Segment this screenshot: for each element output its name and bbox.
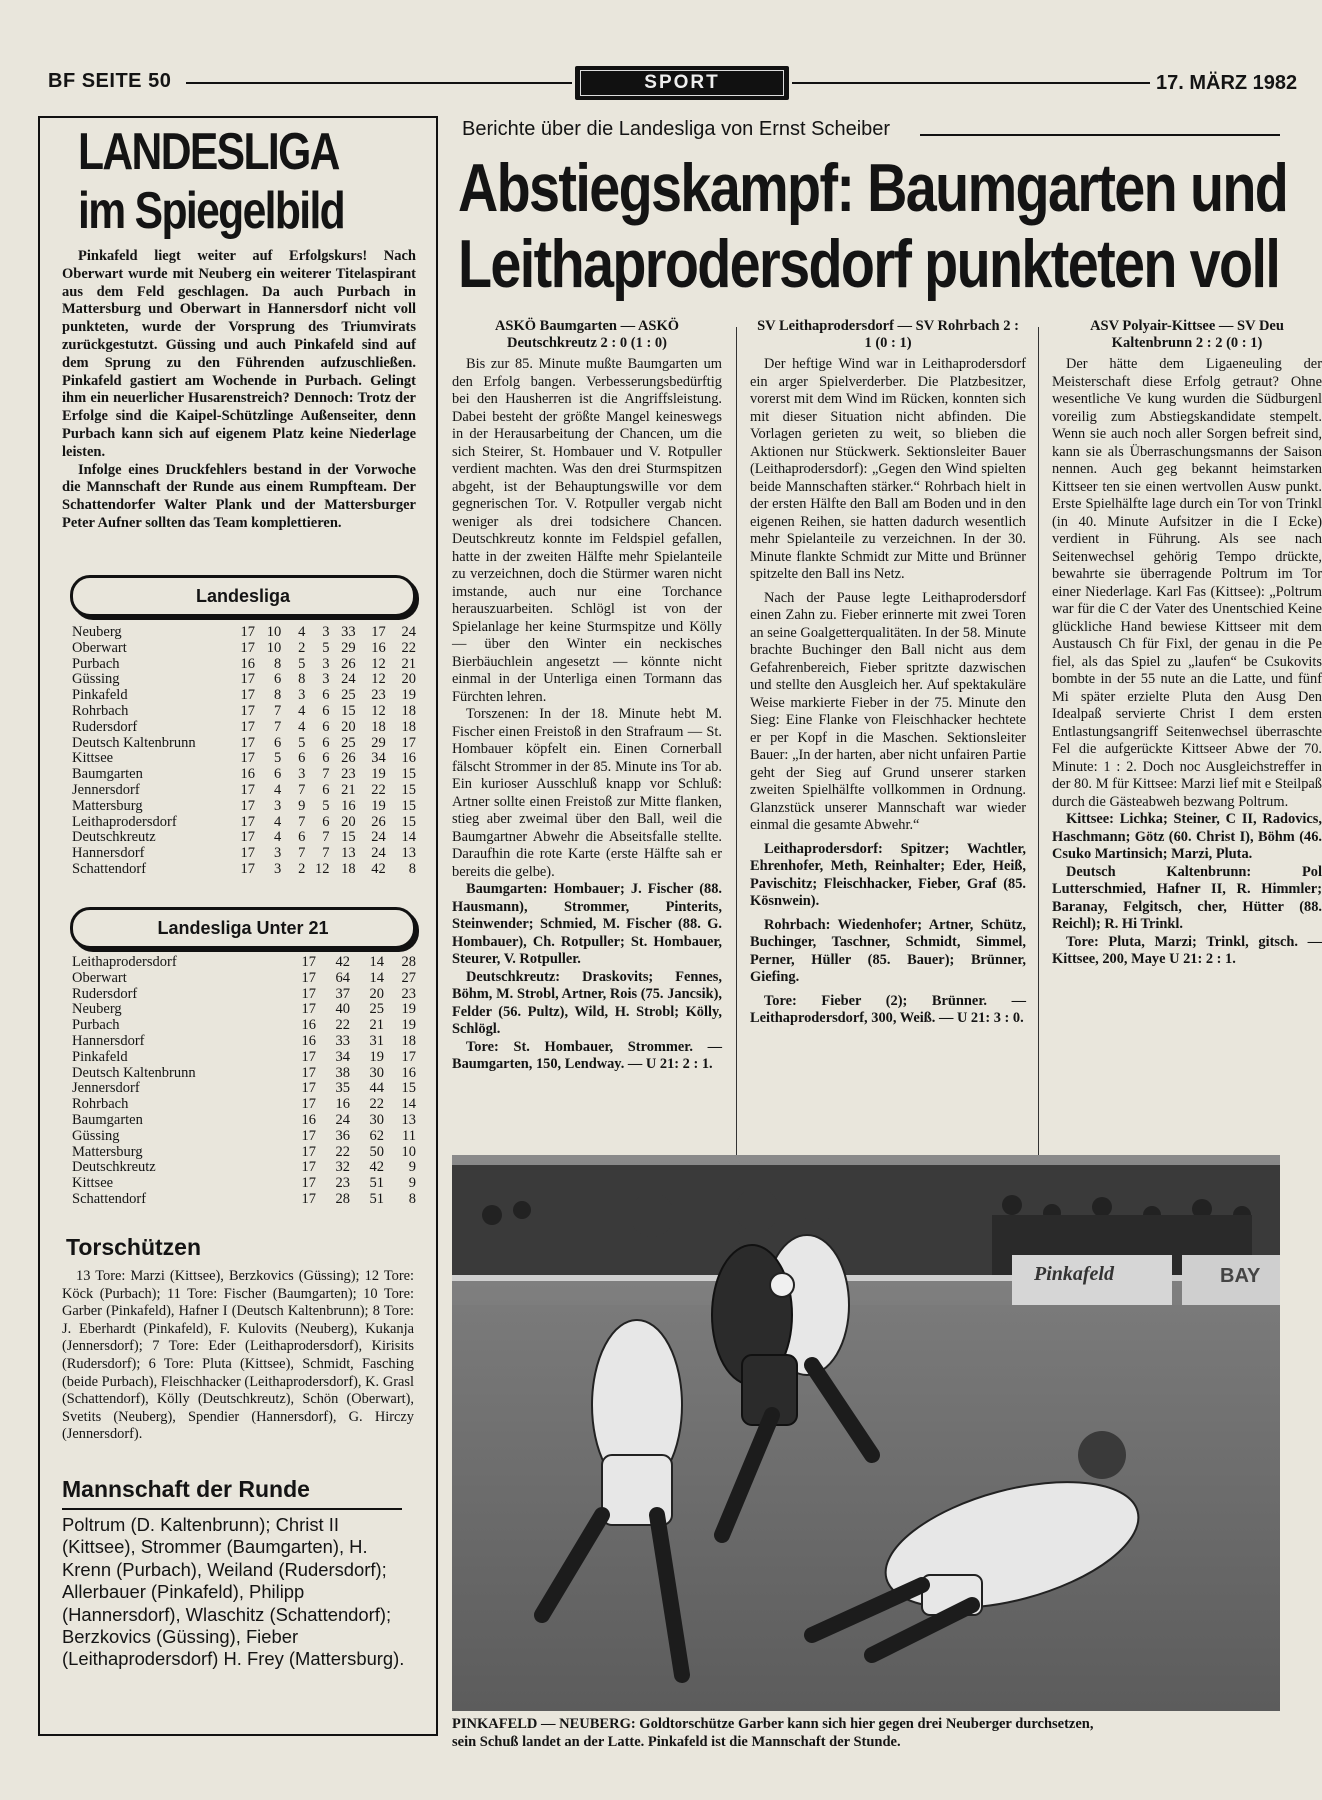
- team-name-cell: Hannersdorf: [72, 845, 145, 862]
- stat-cell: 33: [341, 624, 356, 640]
- table-row: [72, 751, 416, 767]
- stat-cell: 14: [369, 954, 384, 970]
- stat-cell: 6: [273, 766, 282, 783]
- team-name-cell: Leithaprodersdorf: [72, 813, 177, 830]
- stat-cell: 10: [266, 639, 282, 656]
- stat-cell: 12: [371, 702, 386, 719]
- stat-cell: 12: [314, 860, 330, 877]
- headline-line1: Abstiegskampf: Baumgarten und: [458, 150, 1288, 226]
- col3-lineup1: Kittsee: Lichka; Steiner, C II, Radovics, Haschmann; Götz (60. Christ I), Böhm (46. Csuko Martinsich; Marzi, Pluta.: [1052, 811, 1322, 862]
- stat-cell: 4: [298, 718, 306, 735]
- stat-cell: 16: [301, 1017, 316, 1034]
- header-rule-left: [186, 82, 572, 84]
- team-name-cell: Rohrbach: [72, 702, 129, 719]
- stat-cell: 21: [341, 781, 356, 798]
- stat-cell: 8: [273, 687, 282, 704]
- team-title: Mannschaft der Runde: [62, 1476, 310, 1502]
- stat-cell: 3: [273, 797, 282, 814]
- stat-cell: 22: [335, 1017, 350, 1034]
- table-row: [72, 1192, 416, 1208]
- stat-cell: 30: [369, 1064, 384, 1081]
- stat-cell: 9: [408, 1175, 416, 1192]
- stat-cell: 17: [240, 860, 256, 877]
- stat-cell: 23: [401, 985, 416, 1002]
- stat-cell: 17: [240, 750, 256, 767]
- stat-cell: 29: [371, 734, 386, 751]
- stat-cell: 62: [369, 1127, 384, 1144]
- stat-cell: 15: [341, 829, 356, 846]
- table-row: [72, 704, 416, 720]
- table-row: [72, 1145, 416, 1161]
- stat-cell: 17: [301, 1175, 316, 1192]
- col2-p1: Der heftige Wind war in Leithaprodersdorf ein arger Spielverderber. Die Platzbesitzer, vorerst mit dem Wind im Rücken, konnten sich mit dieser Situation nicht abfinden. Die Vorlagen gerieten zu weit, so blieben die Aktionen nur Stückwerk. Sektionsleiter Bauer (Leithaprodersdorf): „Gegen den Wind spielten beide Mannschaften stärker.“ Rohrbach hielt in der ersten Hälfte den Ball am Boden und in den eigenen Reihen, sie hatten dadurch wesentlich mehr Spielanteile zu verzeichnen. In der 30. Minute flankte Schmidt zur Mitte und Brünner spitzelte den Ball ins Netz.: [750, 356, 1026, 582]
- stat-cell: 14: [401, 1096, 416, 1113]
- stat-cell: 17: [401, 734, 416, 751]
- sidebar-intro-p2: Infolge eines Druckfehlers bestand in der Vorwoche die Mannschaft der Runde aus einem Rumpfteam. Der Schattendorfer Walter Plank und der Mattersburger Peter Aufner sollten das Team komplettieren.: [62, 461, 416, 531]
- stat-cell: 4: [273, 813, 282, 830]
- stat-cell: 15: [401, 1080, 416, 1097]
- stat-cell: 17: [240, 845, 256, 862]
- stat-cell: 44: [369, 1080, 384, 1097]
- stat-cell: 13: [401, 1111, 416, 1128]
- stat-cell: 15: [401, 797, 416, 814]
- table-row: [72, 783, 416, 799]
- stat-cell: 27: [401, 969, 416, 986]
- stat-cell: 9: [408, 1159, 416, 1176]
- table-row: [72, 815, 416, 831]
- stat-cell: 25: [369, 1001, 384, 1018]
- scorers-title: Torschützen: [66, 1234, 202, 1260]
- team-name-cell: Neuberg: [72, 624, 122, 640]
- stat-cell: 24: [335, 1111, 350, 1128]
- table-u21-title: Landesliga Unter 21: [70, 907, 416, 949]
- stat-cell: 5: [298, 734, 306, 751]
- team-name-cell: Oberwart: [72, 639, 127, 656]
- stat-cell: 6: [322, 734, 330, 751]
- table-u21: [72, 955, 416, 1208]
- stat-cell: 17: [240, 813, 256, 830]
- stat-cell: 50: [369, 1143, 384, 1160]
- stat-cell: 51: [369, 1175, 384, 1192]
- sidebar-title: LANDESLIGA: [78, 123, 339, 181]
- table-row: [72, 1018, 416, 1034]
- stat-cell: 23: [341, 766, 356, 783]
- stat-cell: 17: [301, 1159, 316, 1176]
- stat-cell: 8: [298, 671, 306, 688]
- stat-cell: 17: [240, 829, 256, 846]
- stat-cell: 6: [322, 781, 330, 798]
- stat-cell: 16: [240, 766, 256, 783]
- stat-cell: 17: [301, 985, 316, 1002]
- stat-cell: 7: [273, 702, 282, 719]
- scorers-text: 13 Tore: Marzi (Kittsee), Berzkovics (Güssing); 12 Tore: Köck (Purbach); 11 Tore: Fischer (Baumgarten); 10 Tore: Garber (Pinkafeld), Hafner I (Deutsch Kaltenbrunn); 8 Tore: J. Eberhardt (Pinkafeld), F. Kulovits (Neuberg), Kukanja (Jennersdorf); 7 Tore: Eder (Leithaprodersdorf), Kirisits (Rudersdorf); 6 Tore: Pluta (Kittsee), Schmidt, Fasching (beide Purbach), Fleischhacker (Leithaprodersdorf), K. Grasl (Schattendorf), Kölly (Deutschkreutz), Schön (Oberwart), Svetits (Neuberg), Spendier (Hannersdorf), G. Hirczy (Jennersdorf).: [62, 1268, 414, 1443]
- stat-cell: 17: [301, 1048, 316, 1065]
- stat-cell: 7: [273, 718, 282, 735]
- table-row: [72, 625, 416, 641]
- stat-cell: 17: [240, 702, 256, 719]
- col2-p2: Nach der Pause legte Leithaprodersdorf einen Zahn zu. Fieber erinnerte mit zwei Toren an seine Goalgetterqualitäten. In der 58. Minute brachte Buchinger den Ball nicht aus dem Gefahrenbereich, Fieber spritzte dazwischen und stellte den Ausgleich her. Auf spektakuläre Weise markierte Fieber in der 75. Minute den Sieg: Eine Flanke von Fleischhacker hechtete er per Kopf in die Maschen. Sektionsleiter Bauer: „In der harten, aber nicht unfairen Partie geht der Sieg auf Grund unserer starken zweiten Spielhälfte vollkommen in Ordnung. Glanzstück unserer Mannschaft war wieder einmal die gesamte Abwehr.“: [750, 589, 1026, 833]
- stat-cell: 24: [371, 845, 386, 862]
- section-box: [575, 66, 789, 100]
- team-rule: [62, 1508, 402, 1510]
- table-row: [72, 1129, 416, 1145]
- stat-cell: 17: [301, 969, 316, 986]
- stat-cell: 16: [301, 1111, 316, 1128]
- stat-cell: 6: [298, 750, 306, 767]
- col1-title: ASKÖ Baumgarten — ASKÖ Deutschkreutz 2 : 0 (1 : 0): [494, 318, 680, 351]
- team-name-cell: Hannersdorf: [72, 1032, 145, 1049]
- stat-cell: 6: [322, 750, 330, 767]
- team-name-cell: Mattersburg: [72, 797, 143, 814]
- table-row: [72, 641, 416, 657]
- stat-cell: 29: [341, 639, 356, 656]
- stat-cell: 4: [273, 781, 282, 798]
- stat-cell: 18: [371, 718, 386, 735]
- column-rule-1: [736, 327, 737, 1157]
- table-row: [72, 971, 416, 987]
- stat-cell: 24: [341, 671, 356, 688]
- team-name-cell: Jennersdorf: [72, 1080, 140, 1097]
- stat-cell: 3: [322, 655, 330, 672]
- stat-cell: 13: [401, 845, 416, 862]
- stat-cell: 17: [301, 1096, 316, 1113]
- col1-goals: Tore: St. Hombauer, Strommer. — Baumgarten, 150, Lendway. — U 21: 2 : 1.: [452, 1038, 722, 1072]
- stat-cell: 20: [401, 671, 416, 688]
- team-text: Poltrum (D. Kaltenbrunn); Christ II (Kittsee), Strommer (Baumgarten), H. Krenn (Purbach), Weiland (Rudersdorf); Allerbauer (Pinkafeld), Philipp (Hannersdorf), Wlaschitz (Schattendorf); Berzkovics (Güssing), Fieber (Leithaprodersdorf) H. Frey (Mattersburg).: [62, 1514, 405, 1670]
- sidebar-intro-p1: Pinkafeld liegt weiter auf Erfolgskurs! Nach Oberwart wurde mit Neuberg ein weiterer Titelaspirant aus dem Feld geschlagen. Da auch Purbach in Mattersburg und Oberwart in Hannersdorf nicht voll punkteten, wurde der Vorsprung des Triumvirats zurückgestutzt. Güssing und auch Pinkafeld sind auf dem Sprung zu den Führenden aufzuschließen. Pinkafeld gastiert am Wochende in Purbach. Gelingt ihm ein neuerlicher Husarenstreich? Dennoch: Trotz der Erfolge sind die Kaipel-Schützlinge Außenseiter, denn Purbach kann sich auf eigenem Platz keine Niederlage leisten.: [62, 248, 416, 460]
- table-row: [72, 987, 416, 1003]
- stat-cell: 38: [335, 1064, 350, 1081]
- team-name-cell: Jennersdorf: [72, 781, 140, 798]
- stat-cell: 17: [301, 1190, 316, 1207]
- stat-cell: 34: [335, 1048, 350, 1065]
- photo-banner: Pinkafeld: [1034, 1263, 1114, 1285]
- team-name-cell: Deutschkreutz: [72, 1159, 156, 1176]
- photo-banner-2: BAY: [1220, 1265, 1261, 1287]
- col1-lineup1: Baumgarten: Hombauer; J. Fischer (88. Hausmann), Strommer, Pinterits, Steinwender; Schmied, M. Fischer (88. G. Hombauer), Ch. Rotpuller; St. Hombauer, Steurer, V. Rotpuller.: [452, 881, 722, 967]
- stat-cell: 26: [371, 813, 386, 830]
- article-col-2: [750, 318, 1026, 1028]
- photo-caption: [452, 1715, 1282, 1751]
- stat-cell: 22: [369, 1096, 384, 1113]
- table-row: [72, 1081, 416, 1097]
- col3-title: ASV Polyair-Kittsee — SV Deu Kaltenbrunn 2 : 2 (0 : 1): [1090, 318, 1284, 351]
- table-row: [72, 1113, 416, 1129]
- stat-cell: 20: [369, 985, 384, 1002]
- stat-cell: 16: [335, 1096, 350, 1113]
- stat-cell: 3: [273, 860, 282, 877]
- col3-goals: Tore: Pluta, Marzi; Trinkl, gitsch. — Kittsee, 200, Maye U 21: 2 : 1.: [1052, 933, 1322, 967]
- header-rule-right: [792, 82, 1150, 84]
- stat-cell: 17: [301, 1001, 316, 1018]
- stat-cell: 33: [335, 1032, 350, 1049]
- stat-cell: 17: [301, 1064, 316, 1081]
- match-photo: [452, 1155, 1280, 1711]
- stat-cell: 6: [322, 702, 330, 719]
- table-row: [72, 1160, 416, 1176]
- col3-lineup2: Deutsch Kaltenbrunn: Pol Lutterschmied, Hafner II, R. Himmler; Baranay, Felgitsch, cher, Hütter (88. Reichl); R. Hi Trinkl.: [1052, 863, 1322, 932]
- stat-cell: 31: [369, 1032, 384, 1049]
- stat-cell: 19: [369, 1048, 384, 1065]
- stat-cell: 18: [341, 860, 356, 877]
- col2-lineup2: Rohrbach: Wiedenhofer; Artner, Schütz, Buchinger, Taschner, Schmidt, Simmel, Perner, Hüller (85. Bauer); Brünner, Giefing.: [750, 916, 1026, 985]
- team-name-cell: Deutsch Kaltenbrunn: [72, 1064, 196, 1081]
- stat-cell: 16: [371, 639, 386, 656]
- team-name-cell: Baumgarten: [72, 766, 143, 783]
- team-name-cell: Purbach: [72, 1017, 120, 1034]
- stat-cell: 13: [341, 845, 356, 862]
- stat-cell: 8: [273, 655, 282, 672]
- team-name-cell: Pinkafeld: [72, 1048, 128, 1065]
- stat-cell: 14: [401, 829, 416, 846]
- stat-cell: 30: [369, 1111, 384, 1128]
- col1-p2: Torszenen: In der 18. Minute hebt M. Fischer einen Freistoß in den Strafraum — St. Hombauer köpfelt ein. Einen Cornerball fälscht Strommer in der 85. Minute ins Tor ab. Ein kurioser Ausschluß knapp vor Schluß: Artner sollte einen Freistoß zur Mitte flanken, stieg aber zweimal über den Ball, weil die Baumgartner Abwehr die Abseitsfalle stellte. Daraufhin die rote Karte (erste Hälfte sah er bereits die gelbe).: [452, 706, 722, 880]
- stat-cell: 4: [273, 829, 282, 846]
- stat-cell: 17: [301, 954, 316, 970]
- stat-cell: 7: [298, 781, 306, 798]
- table-row: [72, 688, 416, 704]
- stat-cell: 17: [301, 1080, 316, 1097]
- stat-cell: 7: [322, 766, 330, 783]
- team-name-cell: Kittsee: [72, 750, 114, 767]
- stat-cell: 25: [341, 687, 356, 704]
- stat-cell: 19: [401, 1017, 416, 1034]
- col1-p1: Bis zur 85. Minute mußte Baumgarten um den Erfolg bangen. Verbesserungsbedürftig bei den Hausherren ist die Angriffsleistung. Dabei besteht der größte Mangel keineswegs in der Herausarbeitung der Chancen, um die sich Steirer, St. Hombauer und V. Rotpuller verdient machten. Was den drei Sturmspitzen abgeht, ist der Behauptungswille vor dem gegnerischen Tor. V. Rotpuller vergab nicht weniger als drei todsichere Chancen. Deutschkreutz konnte im Feldspiel gefallen, hatte in der zweiten Hälfte mehr Spielanteile zu verzeichnen, doch die Stürmer waren nicht imstande, auch nur eine Torchance herauszuarbeiten. Schlögl ist von der Spielanlage her keine Sturmspitze und Kölly — über den Winter ein neckisches Bierbäuchlein angesetzt — könnte nicht einmal in der Unterliga einen Tormann das Fürchten lehren.: [452, 356, 722, 705]
- stat-cell: 16: [301, 1032, 316, 1049]
- team-name-cell: Mattersburg: [72, 1143, 143, 1160]
- stat-cell: 34: [371, 750, 386, 767]
- team-name-cell: Rudersdorf: [72, 985, 138, 1002]
- stat-cell: 5: [322, 797, 330, 814]
- stat-cell: 2: [298, 639, 306, 656]
- stat-cell: 7: [298, 845, 306, 862]
- stat-cell: 17: [240, 671, 256, 688]
- stat-cell: 64: [335, 969, 350, 986]
- stat-cell: 7: [298, 813, 306, 830]
- stat-cell: 15: [401, 813, 416, 830]
- team-name-cell: Oberwart: [72, 969, 127, 986]
- stat-cell: 17: [240, 781, 256, 798]
- stat-cell: 19: [371, 797, 386, 814]
- stat-cell: 10: [266, 624, 282, 640]
- stat-cell: 16: [341, 797, 356, 814]
- stat-cell: 19: [401, 1001, 416, 1018]
- stat-cell: 17: [371, 624, 386, 640]
- stat-cell: 4: [298, 702, 306, 719]
- byline: Berichte über die Landesliga von Ernst Scheiber: [462, 118, 891, 140]
- stat-cell: 18: [401, 1032, 416, 1049]
- stat-cell: 16: [240, 655, 256, 672]
- team-name-cell: Deutschkreutz: [72, 829, 156, 846]
- table-row: [72, 657, 416, 673]
- stat-cell: 24: [371, 829, 386, 846]
- stat-cell: 22: [371, 781, 386, 798]
- section-label: SPORT: [580, 70, 784, 96]
- article-col-3: [1052, 318, 1322, 969]
- stat-cell: 2: [298, 860, 306, 877]
- col3-clip: [1050, 318, 1322, 1154]
- stat-cell: 40: [335, 1001, 350, 1018]
- stat-cell: 6: [322, 813, 330, 830]
- caption-line2: sein Schuß landet an der Latte. Pinkafeld ist die Mannschaft der Stunde.: [452, 1734, 901, 1750]
- stat-cell: 36: [335, 1127, 350, 1144]
- table-row: [72, 846, 416, 862]
- table-landesliga: [72, 625, 416, 878]
- table-row: [72, 1097, 416, 1113]
- stat-cell: 17: [301, 1127, 316, 1144]
- team-name-cell: Baumgarten: [72, 1111, 143, 1128]
- stat-cell: 5: [322, 639, 330, 656]
- stat-cell: 32: [335, 1159, 350, 1176]
- sidebar-subtitle: im Spiegelbild: [78, 182, 345, 240]
- stat-cell: 6: [273, 671, 282, 688]
- stat-cell: 42: [335, 954, 350, 970]
- stat-cell: 26: [341, 655, 356, 672]
- team-name-cell: Purbach: [72, 655, 120, 672]
- stat-cell: 21: [369, 1017, 384, 1034]
- table-row: [72, 672, 416, 688]
- sidebar-intro: [62, 248, 416, 533]
- page-label: BF SEITE 50: [48, 70, 172, 92]
- stat-cell: 11: [402, 1127, 416, 1144]
- stat-cell: 18: [401, 702, 416, 719]
- stat-cell: 3: [273, 845, 282, 862]
- team-name-cell: Leithaprodersdorf: [72, 954, 177, 970]
- stat-cell: 19: [401, 687, 416, 704]
- stat-cell: 6: [322, 718, 330, 735]
- stat-cell: 17: [240, 797, 256, 814]
- headline-clip: [440, 150, 1288, 310]
- stat-cell: 17: [301, 1143, 316, 1160]
- stat-cell: 6: [322, 687, 330, 704]
- stat-cell: 17: [240, 687, 256, 704]
- team-name-cell: Pinkafeld: [72, 687, 128, 704]
- stat-cell: 17: [240, 734, 256, 751]
- stat-cell: 22: [335, 1143, 350, 1160]
- stat-cell: 24: [401, 624, 416, 640]
- stat-cell: 3: [298, 687, 306, 704]
- col2-title: SV Leithaprodersdorf — SV Rohrbach 2 : 1 (0 : 1): [757, 318, 1019, 351]
- table-row: [72, 736, 416, 752]
- stat-cell: 5: [273, 750, 282, 767]
- article-col-1: [452, 318, 722, 1074]
- stat-cell: 35: [335, 1080, 350, 1097]
- stat-cell: 3: [322, 671, 330, 688]
- stat-cell: 25: [341, 734, 356, 751]
- stat-cell: 9: [298, 797, 306, 814]
- stat-cell: 7: [322, 845, 330, 862]
- headline-line2: Leithaprodersdorf punkteten voll: [458, 226, 1280, 302]
- stat-cell: 23: [335, 1175, 350, 1192]
- stat-cell: 16: [401, 1064, 416, 1081]
- team-name-cell: Kittsee: [72, 1175, 114, 1192]
- stat-cell: 15: [401, 781, 416, 798]
- stat-cell: 12: [371, 655, 386, 672]
- stat-cell: 20: [341, 813, 356, 830]
- table-row: [72, 862, 416, 878]
- table-row: [72, 955, 416, 971]
- stat-cell: 14: [369, 969, 384, 986]
- stat-cell: 28: [335, 1190, 350, 1207]
- caption-line1: PINKAFELD — NEUBERG: Goldtorschütze Garber kann sich hier gegen drei Neuberger durchsetzen,: [452, 1716, 1094, 1732]
- team-name-cell: Deutsch Kaltenbrunn: [72, 734, 196, 751]
- table-row: [72, 1176, 416, 1192]
- table-row: [72, 830, 416, 846]
- table-landesliga-title: Landesliga: [70, 575, 416, 617]
- match-photo-illustration: [452, 1155, 1280, 1711]
- stat-cell: 18: [401, 718, 416, 735]
- stat-cell: 42: [371, 860, 386, 877]
- stat-cell: 17: [240, 718, 256, 735]
- stat-cell: 6: [273, 734, 282, 751]
- table-row: [72, 799, 416, 815]
- stat-cell: 4: [298, 624, 306, 640]
- table-row: [72, 720, 416, 736]
- stat-cell: 17: [240, 624, 256, 640]
- col2-goals: Tore: Fieber (2); Brünner. — Leithaprodersdorf, 300, Weiß. — U 21: 3 : 0.: [750, 992, 1026, 1026]
- stat-cell: 28: [401, 954, 416, 970]
- stat-cell: 3: [322, 624, 330, 640]
- stat-cell: 21: [401, 655, 416, 672]
- stat-cell: 3: [298, 766, 306, 783]
- col2-lineup1: Leithaprodersdorf: Spitzer; Wachtler, Ehrenhofer, Meth, Reinhalter; Eder, Heiß, Pavischitz; Fleischhacker, Fieber, Graf (85. Kösnwein).: [750, 840, 1026, 909]
- stat-cell: 37: [335, 985, 350, 1002]
- stat-cell: 19: [371, 766, 386, 783]
- stat-cell: 17: [240, 639, 256, 656]
- stat-cell: 10: [401, 1143, 416, 1160]
- table-row: [72, 1050, 416, 1066]
- stat-cell: 22: [401, 639, 416, 656]
- stat-cell: 8: [408, 860, 416, 877]
- team-name-cell: Neuberg: [72, 1001, 122, 1018]
- page-date: 17. MÄRZ 1982: [1156, 72, 1298, 94]
- col3-p1: Der hätte dem Ligaeneuling der Meisterschaft diese Erfolg getraut? Ohne wesentliche Ve kung wurden die Südburgenl voreilig zum Abstiegskandidate stempelt. Wenn sie auch noch aller Sorgen befreit sind, kann sie als Überraschungsmanns der Saison nennen. Auch geg bekannt heimstarken Kittseer ten sie einen wertvollen Ausw punkt. Erste Spielhälfte lage durch ein Tor von Trinkl (in 40. Minute Aufsitzer in die I Ecke) verdient in Führung. Als see nach Seitenwechsel gehörig Tempo drückte, bewahrte sie überragende Poltrum im Tor einer Niederlage. Karl Fas (Kittsee): „Poltrum war für die C der Vater des Unentschied Keine glückliche Hand bewiese Kittseer mit dem Austausch Ch für Fixl, der genau in die Pe fiel, als das Spiel zu „laufen“ be Csukovits bombte in der 55 nute an die Latte, und fünf Mi später erzielte Pluta den Ausg Den Idealpaß servierte Christ I dem ersten Entlastungsangriff Seitenwechsel überraschte Fel die aufgerückte Kittseer Abwe der 70. Minute: 1 : 2. Doch noc Ausgleichstreffer in der 80. M für Kittsee: Marzi lief mit e Steilpaß durch die Gästeabweh bezwang Poltrum.: [1052, 356, 1322, 810]
- team-name-cell: Güssing: [72, 671, 120, 688]
- stat-cell: 5: [298, 655, 306, 672]
- stat-cell: 42: [369, 1159, 384, 1176]
- stat-cell: 16: [401, 750, 416, 767]
- stat-cell: 7: [322, 829, 330, 846]
- stat-cell: 15: [401, 766, 416, 783]
- stat-cell: 26: [341, 750, 356, 767]
- col1-lineup2: Deutschkreutz: Draskovits; Fennes, Böhm, M. Strobl, Artner, Rois (75. Jancsik), Felder (56. Pultz), Wild, H. Strobl; Kölly, Schlögl.: [452, 968, 722, 1037]
- stat-cell: 15: [341, 702, 356, 719]
- byline-rule: [920, 134, 1280, 136]
- table-row: [72, 767, 416, 783]
- stat-cell: 6: [298, 829, 306, 846]
- stat-cell: 23: [371, 687, 386, 704]
- team-name-cell: Schattendorf: [72, 1190, 147, 1207]
- stat-cell: 8: [408, 1190, 416, 1207]
- stat-cell: 51: [369, 1190, 384, 1207]
- stat-cell: 12: [371, 671, 386, 688]
- team-name-cell: Schattendorf: [72, 860, 147, 877]
- table-row: [72, 1034, 416, 1050]
- stat-cell: 17: [401, 1048, 416, 1065]
- column-rule-2: [1038, 327, 1039, 1157]
- table-row: [72, 1066, 416, 1082]
- table-row: [72, 1002, 416, 1018]
- team-name-cell: Rohrbach: [72, 1096, 129, 1113]
- stat-cell: 20: [341, 718, 356, 735]
- team-name-cell: Güssing: [72, 1127, 120, 1144]
- team-name-cell: Rudersdorf: [72, 718, 138, 735]
